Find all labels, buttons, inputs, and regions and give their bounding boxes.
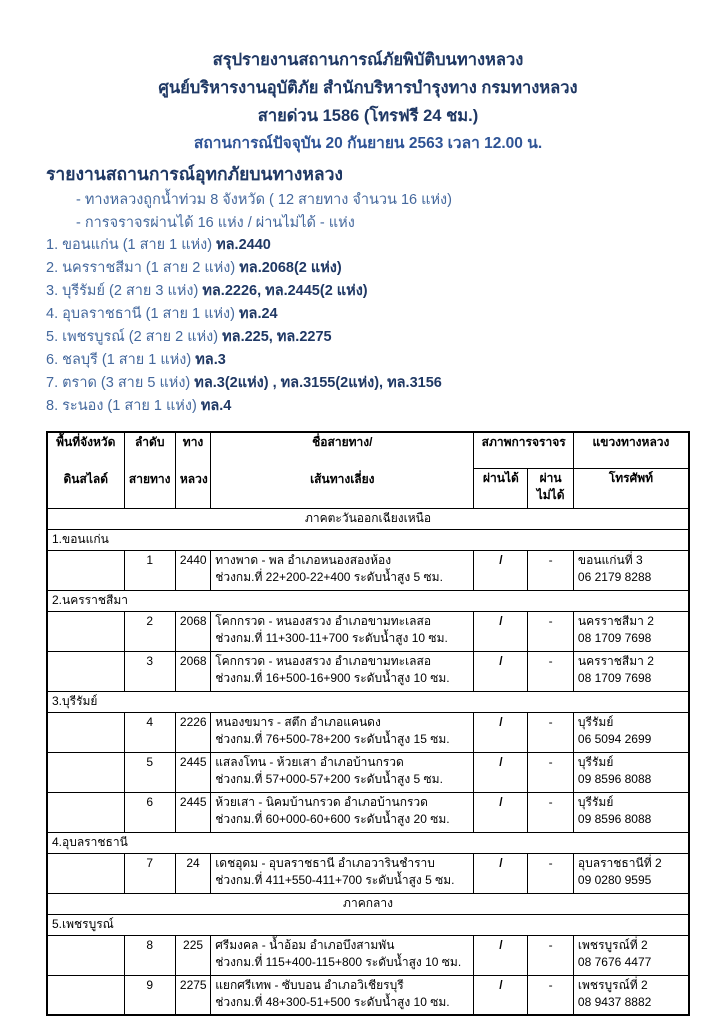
cell-pass: /	[474, 935, 528, 975]
cell-route: 24	[175, 853, 210, 893]
province-summary-routes: ทล.2440	[216, 237, 271, 253]
province-summary-routes: ทล.2068(2 แห่ง)	[239, 260, 342, 276]
region-row	[47, 508, 689, 529]
col-header-area-line2: ดินสไลด์	[63, 472, 109, 486]
title-block	[46, 46, 690, 157]
province-row	[47, 590, 689, 611]
cell-nopass: -	[528, 611, 574, 651]
cell-office: ขอนแก่นที่ 3 06 2179 8288	[573, 550, 689, 590]
cell-office: บุรีรัมย์ 06 5094 2699	[573, 712, 689, 752]
cell-nopass: -	[528, 550, 574, 590]
province-row	[47, 529, 689, 550]
col-header-name	[211, 432, 474, 508]
cell-pass: /	[474, 752, 528, 792]
cell-route: 2226	[175, 712, 210, 752]
province-summary-label: 1. ขอนแก่น (1 สาย 1 แห่ง)	[46, 237, 217, 253]
table-body	[47, 508, 689, 1015]
province-summary-item	[46, 303, 690, 326]
cell-name: ทางพาด - พล อำเภอหนองสองห้อง ช่วงกม.ที่ 22+200-22+400 ระดับน้ำสูง 5 ซม.	[211, 550, 474, 590]
cell-pass: /	[474, 712, 528, 752]
cell-area	[47, 712, 124, 752]
cell-office: อุบลราชธานีที่ 2 09 0280 9595	[573, 853, 689, 893]
province-summary-routes: ทล.2226, ทล.2445(2 แห่ง)	[202, 283, 368, 299]
report-table	[46, 431, 690, 1016]
col-header-name-line1: ชื่อสายทาง/	[312, 435, 373, 449]
cell-pass: /	[474, 550, 528, 590]
cell-office: บุรีรัมย์ 09 8596 8088	[573, 752, 689, 792]
cell-seq: 2	[124, 611, 175, 651]
hotline-line: สายด่วน 1586 (โทรฟรี 24 ชม.)	[257, 107, 479, 125]
cell-area	[47, 611, 124, 651]
document-title-line2: ศูนย์บริหารงานอุบัติภัย สำนักบริหารบำรุงทาง กรมทางหลวง	[158, 79, 578, 97]
province-summary-item	[46, 349, 690, 372]
col-header-nopass-line1: ผ่าน	[539, 470, 562, 485]
col-header-seq-line1: ลำดับ	[134, 435, 165, 449]
region-label: ภาคตะวันออกเฉียงเหนือ	[47, 508, 689, 529]
province-label: 2.นครราชสีมา	[47, 590, 689, 611]
cell-nopass: -	[528, 935, 574, 975]
cell-name: โคกกรวด - หนองสรวง อำเภอขามทะเลสอ ช่วงกม.ที่ 11+300-11+700 ระดับน้ำสูง 10 ซม.	[211, 611, 474, 651]
cell-name: แสลงโทน - ห้วยเสา อำเภอบ้านกรวด ช่วงกม.ที่ 57+000-57+200 ระดับน้ำสูง 5 ซม.	[211, 752, 474, 792]
province-summary-label: 5. เพชรบูรณ์ (2 สาย 2 แห่ง)	[46, 329, 223, 345]
col-header-nopass-line2: ไม่ได้	[536, 487, 565, 502]
status-datetime-line: สถานการณ์ปัจจุบัน 20 กันยายน 2563 เวลา 12.00 น.	[193, 135, 543, 152]
cell-area	[47, 975, 124, 1015]
province-summary-routes: ทล.4	[200, 398, 232, 414]
col-header-name-line2: เส้นทางเลี่ยง	[310, 472, 375, 486]
cell-office: เพชรบูรณ์ที่ 2 08 7676 4477	[573, 935, 689, 975]
province-summary-label: 7. ตราด (3 สาย 5 แห่ง)	[46, 375, 195, 391]
table-row	[47, 853, 689, 893]
table-row	[47, 792, 689, 832]
cell-nopass: -	[528, 651, 574, 691]
cell-area	[47, 792, 124, 832]
province-summary-label: 4. อุบลราชธานี (1 สาย 1 แห่ง)	[46, 306, 239, 322]
col-header-office: แขวงทางหลวง	[573, 432, 689, 468]
cell-pass: /	[474, 975, 528, 1015]
cell-seq: 6	[124, 792, 175, 832]
col-header-pass: ผ่านได้	[474, 468, 528, 508]
cell-area	[47, 853, 124, 893]
table-row	[47, 975, 689, 1015]
cell-seq: 1	[124, 550, 175, 590]
col-header-phone: โทรศัพท์	[573, 468, 689, 508]
cell-pass: /	[474, 853, 528, 893]
cell-seq: 8	[124, 935, 175, 975]
col-header-nopass	[528, 468, 574, 508]
table-row	[47, 651, 689, 691]
province-summary-label: 2. นครราชสีมา (1 สาย 2 แห่ง)	[46, 260, 240, 276]
cell-nopass: -	[528, 975, 574, 1015]
col-header-route-line1: ทาง	[182, 435, 204, 449]
cell-office: บุรีรัมย์ 09 8596 8088	[573, 792, 689, 832]
province-summary-list	[46, 234, 690, 418]
cell-name: ห้วยเสา - นิคมบ้านกรวด อำเภอบ้านกรวด ช่วงกม.ที่ 60+000-60+600 ระดับน้ำสูง 20 ซม.	[211, 792, 474, 832]
cell-route: 225	[175, 935, 210, 975]
report-heading: รายงานสถานการณ์อุทกภัยบนทางหลวง	[46, 164, 343, 184]
cell-route: 2068	[175, 611, 210, 651]
cell-route: 2445	[175, 752, 210, 792]
summary-bullet: - ทางหลวงถูกน้ำท่วม 8 จังหวัด ( 12 สายทาง จำนวน 16 แห่ง)	[76, 192, 452, 208]
cell-route: 2068	[175, 651, 210, 691]
col-header-traffic: สภาพการจราจร	[474, 432, 574, 468]
cell-seq: 4	[124, 712, 175, 752]
province-summary-item	[46, 234, 690, 257]
cell-area	[47, 651, 124, 691]
province-row	[47, 691, 689, 712]
col-header-route-line2: หลวง	[179, 472, 208, 486]
province-label: 1.ขอนแก่น	[47, 529, 689, 550]
col-header-area-line1: พื้นที่จังหวัด	[56, 435, 116, 449]
document-title-line1: สรุปรายงานสถานการณ์ภัยพิบัติบนทางหลวง	[212, 51, 524, 69]
province-summary-label: 6. ชลบุรี (1 สาย 1 แห่ง)	[46, 352, 196, 368]
col-header-seq-line2: สายทาง	[128, 472, 171, 486]
cell-area	[47, 752, 124, 792]
table-header-row-1	[47, 432, 689, 468]
cell-nopass: -	[528, 712, 574, 752]
cell-office: นครราชสีมา 2 08 1709 7698	[573, 651, 689, 691]
province-summary-label: 3. บุรีรัมย์ (2 สาย 3 แห่ง)	[46, 283, 203, 299]
cell-pass: /	[474, 792, 528, 832]
cell-seq: 5	[124, 752, 175, 792]
cell-office: เพชรบูรณ์ที่ 2 08 9437 8882	[573, 975, 689, 1015]
province-summary-item	[46, 257, 690, 280]
region-label: ภาคกลาง	[47, 893, 689, 914]
col-header-area	[47, 432, 124, 508]
province-summary-item	[46, 372, 690, 395]
summary-bullets	[46, 189, 690, 234]
table-row	[47, 550, 689, 590]
cell-area	[47, 550, 124, 590]
col-header-seq	[124, 432, 175, 508]
cell-name: ศรีมงคล - น้ำอ้อม อำเภอบึงสามพัน ช่วงกม.ที่ 115+400-115+800 ระดับน้ำสูง 10 ซม.	[211, 935, 474, 975]
province-row	[47, 914, 689, 935]
col-header-route	[175, 432, 210, 508]
cell-seq: 9	[124, 975, 175, 1015]
cell-name: หนองขมาร - สตึก อำเภอแคนดง ช่วงกม.ที่ 76+500-78+200 ระดับน้ำสูง 15 ซม.	[211, 712, 474, 752]
province-summary-routes: ทล.3(2แห่ง) , ทล.3155(2แห่ง), ทล.3156	[194, 375, 442, 391]
province-summary-label: 8. ระนอง (1 สาย 1 แห่ง)	[46, 398, 201, 414]
province-row	[47, 832, 689, 853]
table-row	[47, 611, 689, 651]
cell-seq: 7	[124, 853, 175, 893]
cell-name: เดชอุดม - อุบลราชธานี อำเภอวารินชำราบ ช่วงกม.ที่ 411+550-411+700 ระดับน้ำสูง 5 ซม.	[211, 853, 474, 893]
table-row	[47, 712, 689, 752]
cell-route: 2275	[175, 975, 210, 1015]
cell-name: โคกกรวด - หนองสรวง อำเภอขามทะเลสอ ช่วงกม.ที่ 16+500-16+900 ระดับน้ำสูง 10 ซม.	[211, 651, 474, 691]
cell-nopass: -	[528, 752, 574, 792]
cell-route: 2445	[175, 792, 210, 832]
province-label: 5.เพชรบูรณ์	[47, 914, 689, 935]
cell-name: แยกศรีเทพ - ซับบอน อำเภอวิเชียรบุรี ช่วงกม.ที่ 48+300-51+500 ระดับน้ำสูง 10 ซม.	[211, 975, 474, 1015]
cell-pass: /	[474, 611, 528, 651]
province-summary-routes: ทล.225, ทล.2275	[222, 329, 332, 345]
cell-office: นครราชสีมา 2 08 1709 7698	[573, 611, 689, 651]
province-label: 3.บุรีรัมย์	[47, 691, 689, 712]
province-summary-item	[46, 280, 690, 303]
table-row	[47, 752, 689, 792]
cell-nopass: -	[528, 853, 574, 893]
cell-seq: 3	[124, 651, 175, 691]
province-summary-item	[46, 395, 690, 418]
table-row	[47, 935, 689, 975]
cell-nopass: -	[528, 792, 574, 832]
province-summary-routes: ทล.3	[195, 352, 226, 368]
summary-bullet: - การจราจรผ่านได้ 16 แห่ง / ผ่านไม่ได้ - แห่ง	[76, 214, 355, 231]
cell-pass: /	[474, 651, 528, 691]
region-row	[47, 893, 689, 914]
cell-area	[47, 935, 124, 975]
province-summary-routes: ทล.24	[239, 306, 278, 322]
cell-route: 2440	[175, 550, 210, 590]
province-summary-item	[46, 326, 690, 349]
province-label: 4.อุบลราชธานี	[47, 832, 689, 853]
